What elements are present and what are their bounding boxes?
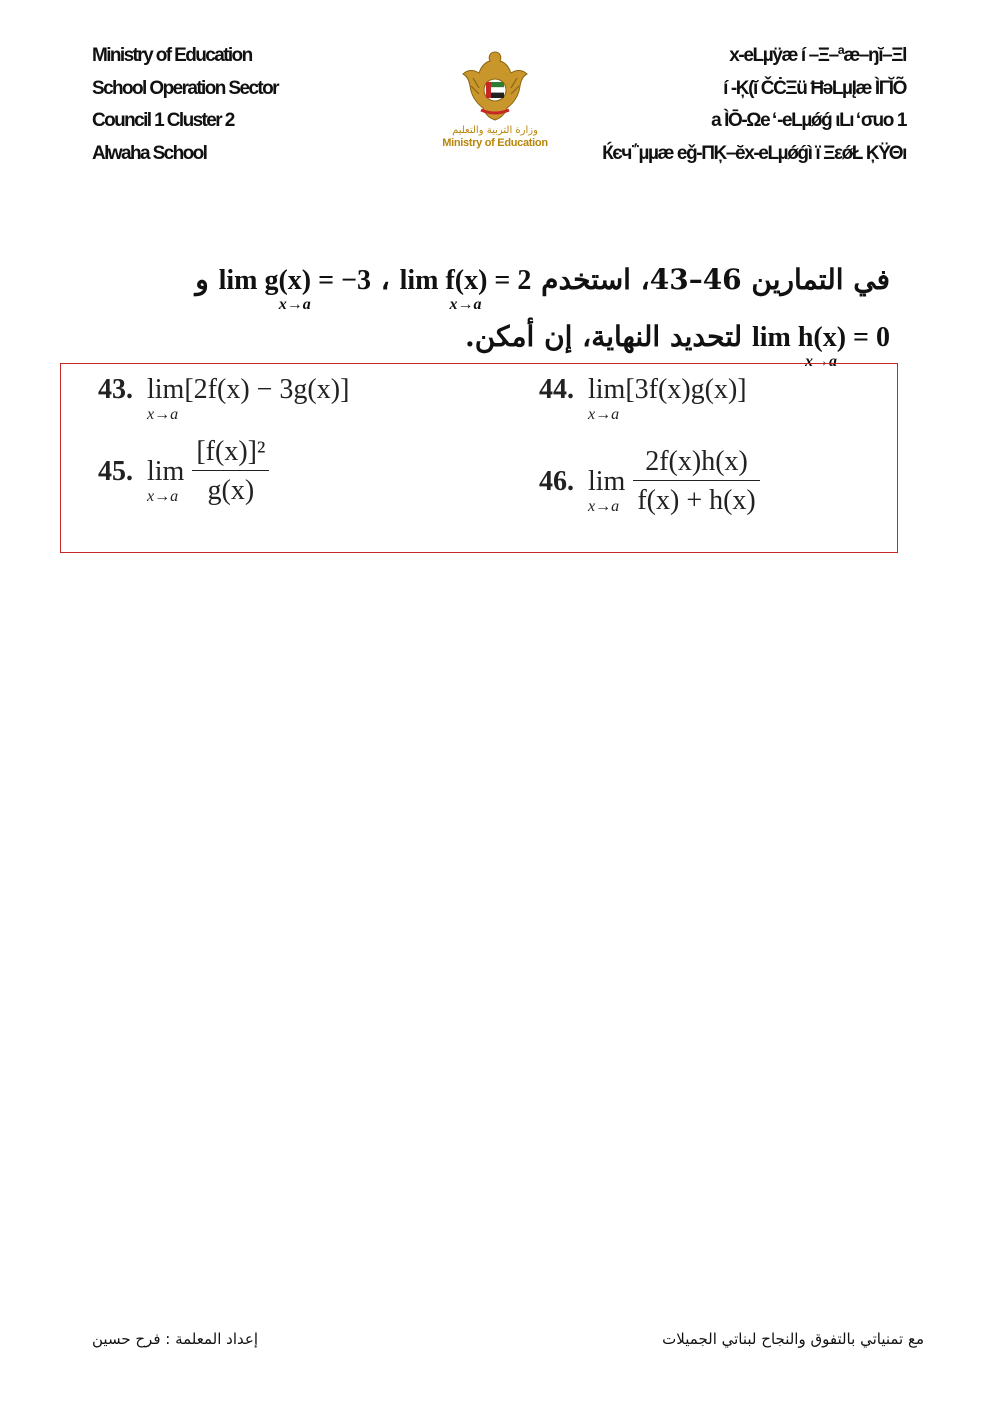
header-right [602, 40, 906, 170]
header-school: Alwaha School [92, 142, 207, 164]
lim-g-text: lim g(x) = −3 [218, 265, 372, 296]
math-lim-h [751, 310, 890, 370]
exercise-46-number: 46. [539, 465, 574, 497]
header-right-line-2: í -Ķ(ĭ ČĊΞü ĦəLµĮæ ÌΓĬÕ [723, 77, 906, 99]
exercise-46-fraction [633, 446, 759, 517]
instructions-prefix: في التمارين 46–43، استخدم [541, 263, 890, 296]
lim-sub: x→a [588, 497, 620, 515]
lim-h-text: lim h(x) = 0 [751, 322, 890, 353]
logo-arabic-text: وزارة التربية والتعليم [452, 125, 538, 136]
instructions-line-1 [100, 252, 890, 313]
lim-label: lim [147, 455, 185, 487]
lim-sub: x→a [588, 406, 620, 423]
math-lim-f [399, 253, 532, 313]
header-right-line-1: x-eLµÿæ í –Ξ–ªæ–ŋĭ–Ξl [729, 45, 906, 66]
exercise-46-denominator: f(x) + h(x) [637, 485, 756, 516]
exercise-46 [539, 446, 760, 517]
exercise-45-number: 45. [98, 455, 133, 487]
lim-label: lim [588, 374, 626, 405]
exercise-45-denominator: g(x) [207, 475, 255, 506]
comma-separator: ، [380, 263, 390, 296]
instructions-line-2 [100, 309, 890, 370]
header-ministry: Ministry of Education [92, 45, 252, 66]
footer-teacher: إعداد المعلمة : فرح حسين [92, 1330, 259, 1348]
exercise-46-numerator: 2f(x)h(x) [633, 446, 759, 481]
footer-wishes: مع تمنياتي بالتفوق والنجاح لبناتي الجميلات [662, 1330, 924, 1348]
logo-english-text: Ministry of Education [442, 137, 548, 149]
header-right-line-3: 1 a ÌŌ-Ωe ̒ -eLµǿǵ ιLı ̒ σuo [711, 110, 906, 131]
exercise-43 [98, 374, 350, 423]
lim-f-sub: x→a [449, 296, 482, 313]
exercise-45-lim [147, 455, 185, 505]
exercise-46-lim [588, 465, 626, 515]
lim-h-notation [751, 322, 890, 370]
instructions-connector: و [195, 263, 209, 296]
lim-h-sub: x→a [804, 353, 837, 370]
instructions [100, 252, 890, 370]
exercise-45-fraction [192, 436, 269, 507]
exercise-45-numerator: [f(x)]² [192, 436, 269, 471]
lim-g-notation [218, 265, 372, 313]
exercise-box [60, 363, 898, 553]
exercise-44-expr: [3f(x)g(x)] [625, 374, 747, 405]
eagle-emblem-icon [459, 48, 531, 124]
lim-g-sub: x→a [278, 296, 311, 313]
math-lim-g [218, 253, 372, 313]
lim-sub: x→a [147, 406, 179, 423]
exercise-45 [98, 436, 269, 507]
exercise-43-lim [147, 374, 185, 423]
exercise-43-expr: [2f(x) − 3g(x)] [184, 374, 350, 405]
header-council: Council 1 Cluster 2 [92, 110, 234, 131]
lim-label: lim [147, 374, 185, 405]
ministry-logo [440, 48, 550, 168]
exercise-44-number: 44. [539, 374, 574, 405]
header-sector: School Operation Sector [92, 77, 278, 99]
lim-f-notation [399, 265, 532, 313]
exercise-44-lim [588, 374, 626, 423]
lim-label: lim [588, 465, 626, 497]
exercise-43-number: 43. [98, 374, 133, 405]
instructions-suffix: لتحديد النهاية، إن أمكن. [465, 320, 743, 353]
header-right-line-4: Ќєч΅µµæ eǧ-ΠĶ–ĕx-eLµǿǵì ï ΞεǿŁ ĶΫΘı [602, 142, 906, 164]
header-left [92, 40, 278, 170]
lim-sub: x→a [147, 487, 179, 505]
exercise-44 [539, 374, 747, 423]
lim-f-text: lim f(x) = 2 [399, 265, 532, 296]
